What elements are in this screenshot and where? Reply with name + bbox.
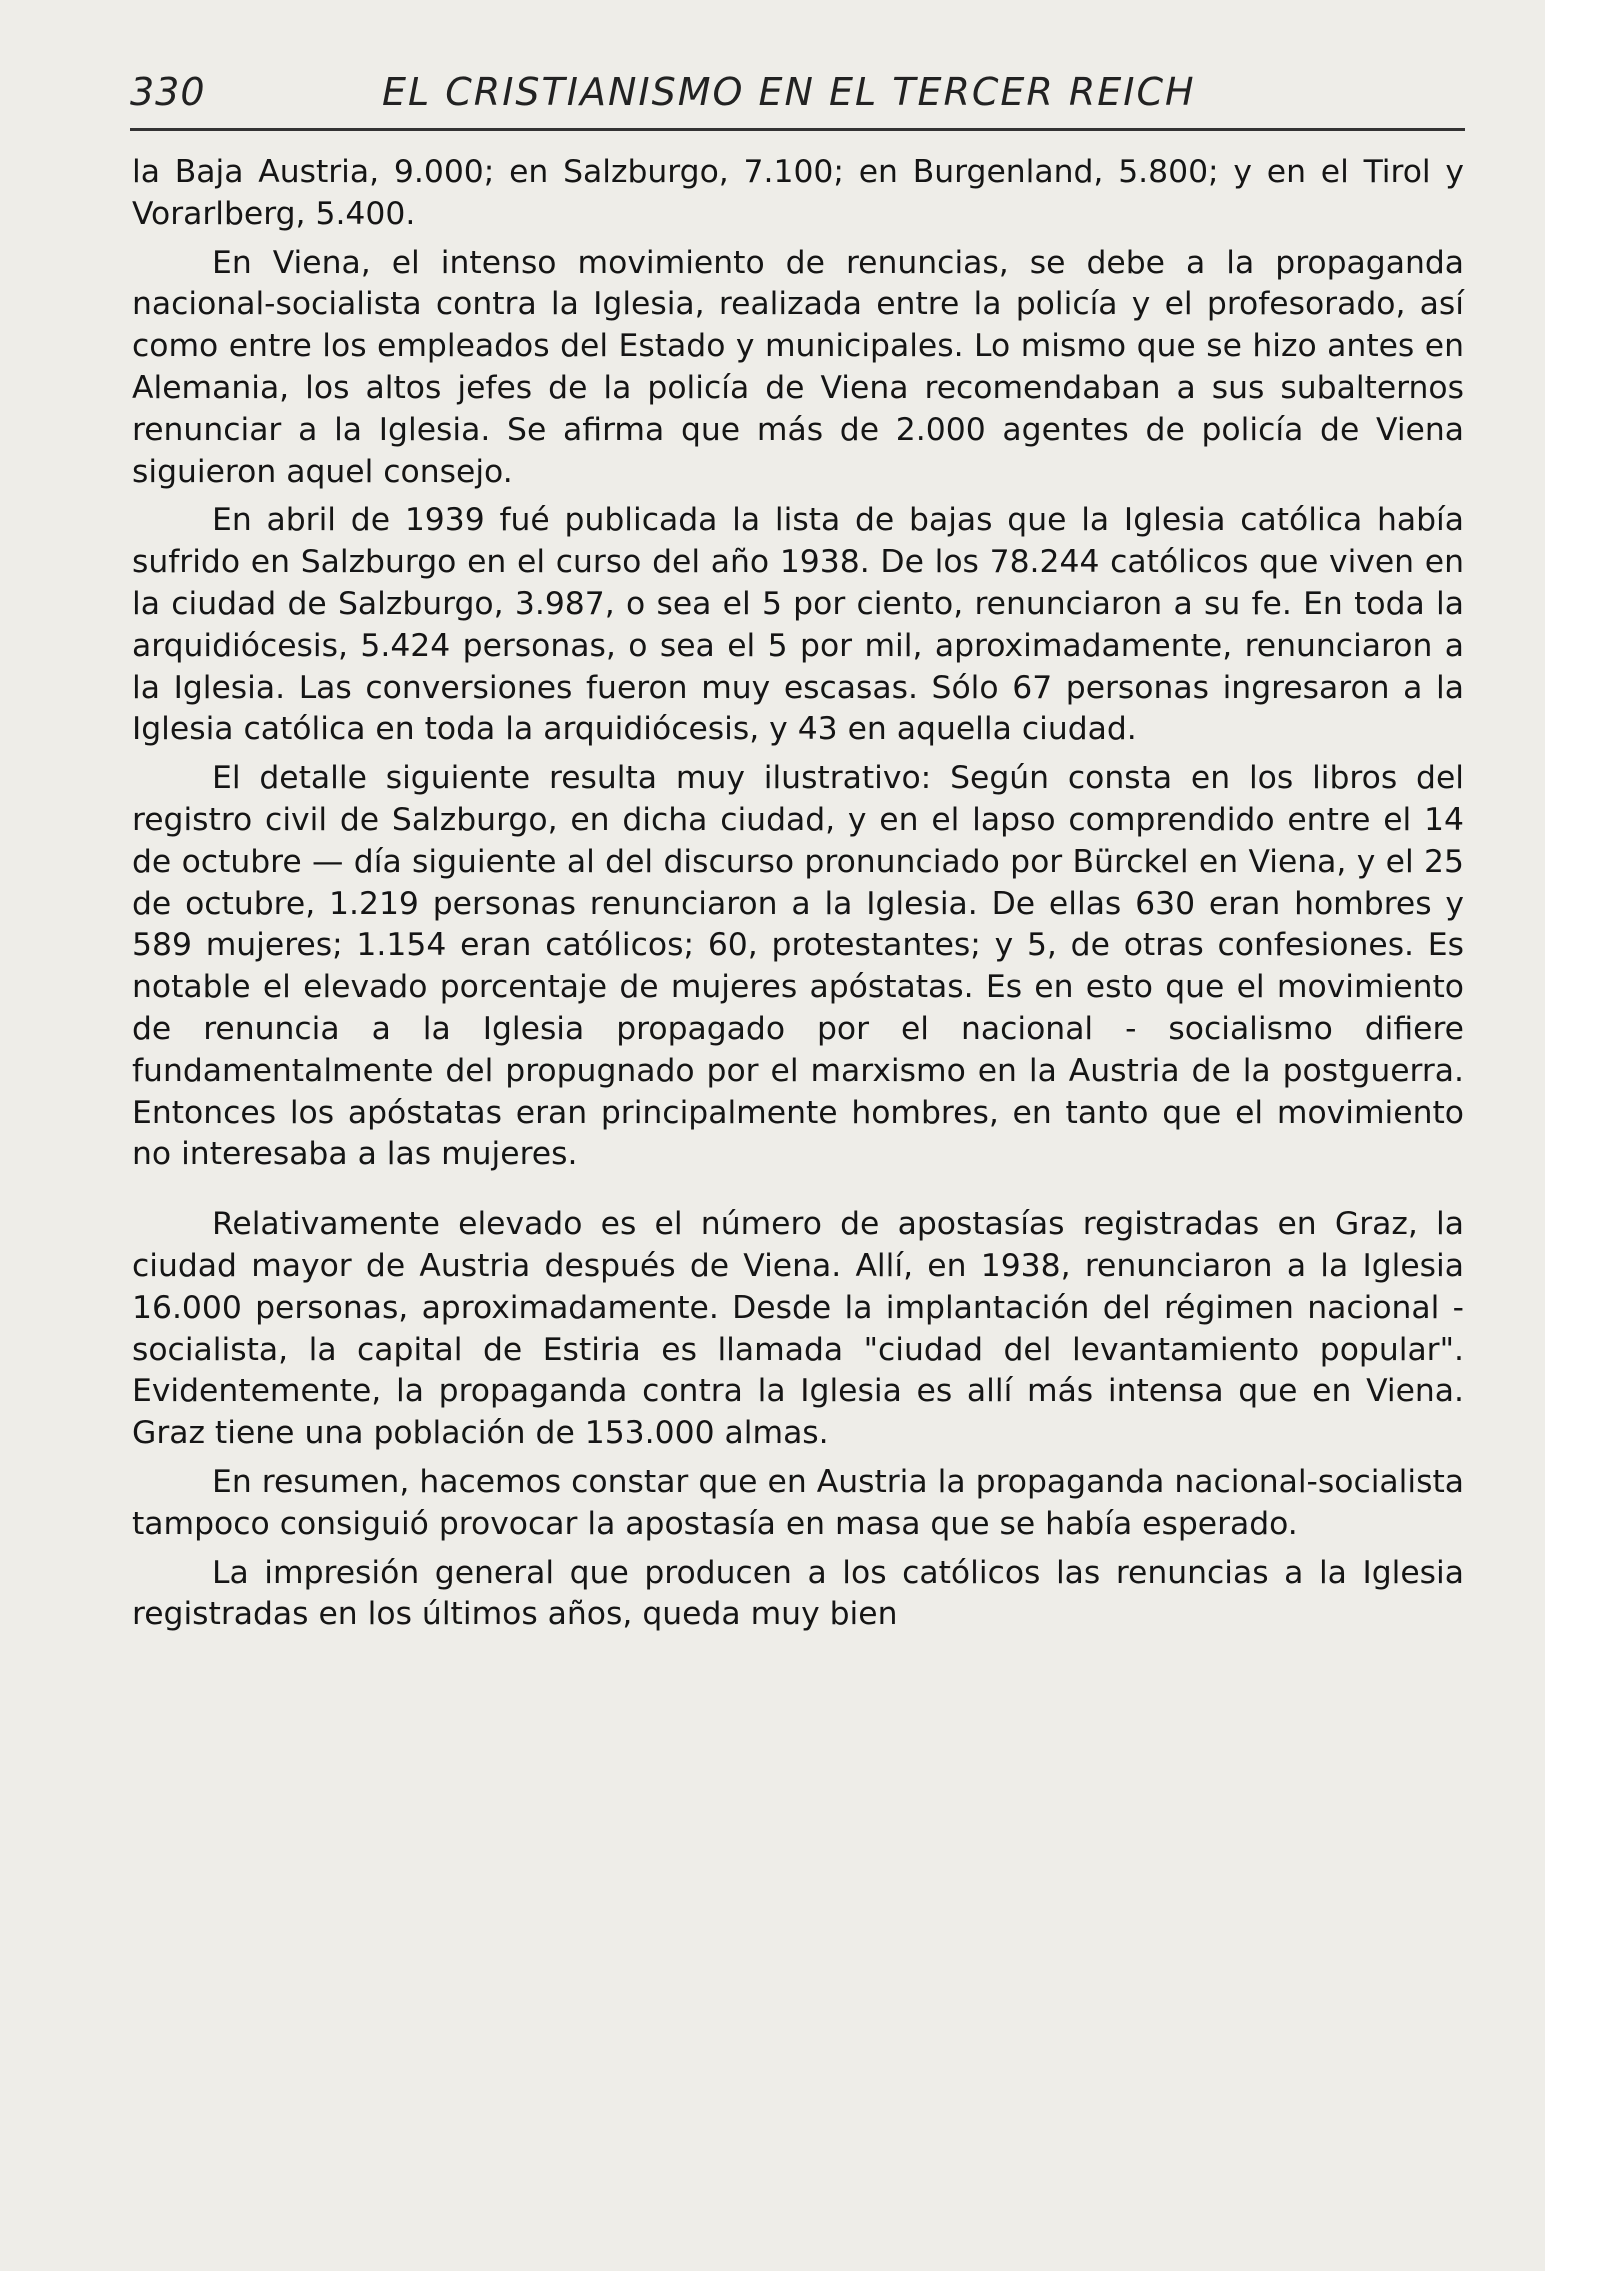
page-edge [1545, 0, 1597, 2271]
header-rule [130, 128, 1465, 131]
paragraph-4: El detalle siguiente resulta muy ilustrativo: Según consta en los libros del registro civil de Salzburgo, en dicha ciudad, y en el lapso comprendido entre el 14 de octubre — día siguiente al del discurso pronunciado por Bürckel en Viena, y el 25 de octubre, 1.219 personas renunciaron a la Iglesia. De ellas 630 eran hombres y 589 mujeres; 1.154 eran católicos; 60, protestantes; y 5, de otras confesiones. Es notable el elevado porcentaje de mujeres apóstatas. Es en esto que el movimiento de renuncia a la Iglesia propagado por el nacional - socialismo difiere fundamentalmente del propugnado por el marxismo en la Austria de la postguerra. Entonces los apóstatas eran principalmente hombres, en tanto que el movimiento no interesaba a las mujeres. [132, 760, 1464, 1173]
page-header [130, 66, 1465, 122]
running-title: EL CRISTIANISMO EN EL TERCER REICH [382, 70, 1196, 114]
paragraph-7: La impresión general que producen a los católicos las renuncias a la Iglesia registradas en los últimos años, queda muy bien [132, 1554, 1464, 1633]
paragraph-2: En Viena, el intenso movimiento de renuncias, se debe a la propaganda nacional-socialista contra la Iglesia, realizada entre la policía y el profesorado, así como entre los empleados del Estado y municipales. Lo mismo que se hizo antes en Alemania, los altos jefes de la policía de Viena recomendaban a sus subalternos renunciar a la Iglesia. Se afirma que más de 2.000 agentes de policía de Viena siguieron aquel consejo. [132, 244, 1464, 490]
page-number: 330 [130, 70, 206, 114]
paragraph-1: la Baja Austria, 9.000; en Salzburgo, 7.100; en Burgenland, 5.800; y en el Tirol y Vorarlberg, 5.400. [132, 154, 1464, 232]
paragraph-3: En abril de 1939 fué publicada la lista de bajas que la Iglesia católica había sufrido en Salzburgo en el curso del año 1938. De los 78.244 católicos que viven en la ciudad de Salzburgo, 3.987, o sea el 5 por ciento, renunciaron a su fe. En toda la arquidiócesis, 5.424 personas, o sea el 5 por mil, aproximadamente, renunciaron a la Iglesia. Las conversiones fueron muy escasas. Sólo 67 personas ingresaron a la Iglesia católica en toda la arquidiócesis, y 43 en aquella ciudad. [132, 502, 1464, 748]
paragraph-5: Relativamente elevado es el número de apostasías registradas en Graz, la ciudad mayor de Austria después de Viena. Allí, en 1938, renunciaron a la Iglesia 16.000 personas, aproximadamente. Desde la implantación del régimen nacional - socialista, la capital de Estiria es llamada "ciudad del levantamiento popular". Evidentemente, la propaganda contra la Iglesia es allí más intensa que en Viena. Graz tiene una población de 153.000 almas. [132, 1206, 1464, 1452]
paragraph-6: En resumen, hacemos constar que en Austria la propaganda nacional-socialista tampoco consiguió provocar la apostasía en masa que se había esperado. [132, 1463, 1464, 1542]
body-text [132, 152, 1464, 1643]
